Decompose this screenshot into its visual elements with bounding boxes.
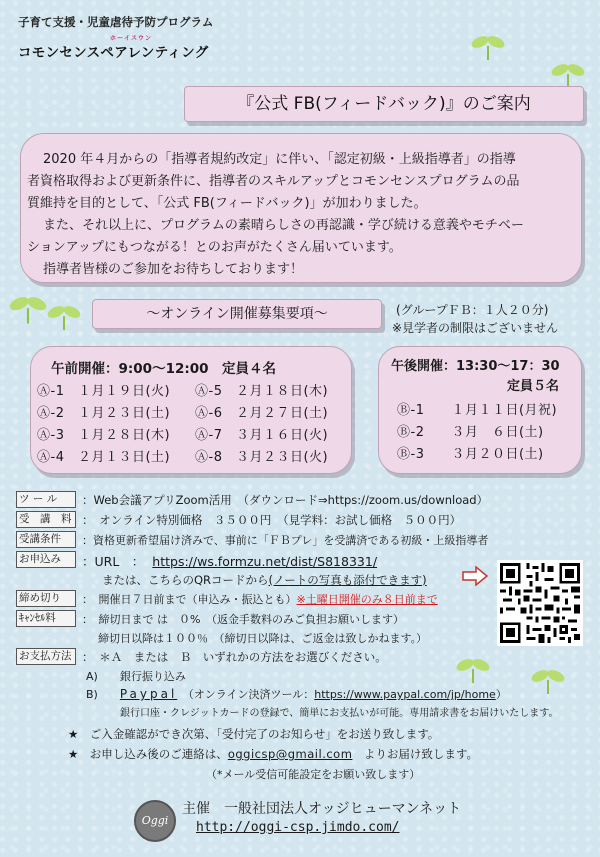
conditions-label: 受講条件: [16, 531, 76, 548]
intro-line: 質維持を目的として、「公式 FB(フィードバック)」が加わりました。: [27, 196, 427, 211]
online-title: ～オンライン開催募集要項～: [146, 306, 328, 322]
apply-label: お申込み: [16, 551, 76, 568]
header-ruby: ホーイスウン: [110, 35, 152, 42]
note-email-setting: （*メール受信可能設定をお願い致します）: [206, 768, 421, 781]
intro-line: 2020 年４月からの「指導者規約改定」に伴い、「認定初級・上級指導者」の指導: [43, 152, 516, 167]
cancel-line: ： 締切日まで は ０% （返金手数料のみご負担お願いします）: [82, 613, 404, 626]
page-title: 『公式 FB(フィードバック)』のご案内: [237, 94, 531, 114]
morning-heading: 午前開催：9:00～12:00 定員４名: [51, 361, 277, 377]
afternoon-session: Ⓑ-3 ３月２０日(土): [397, 447, 544, 462]
intro-line: また、それ以上に、プログラムの素晴らしさの再認識・学び続ける意義やモチベー: [43, 218, 524, 233]
intro-line: ションアップにもつながる！とのお声がたくさん届いています。: [27, 240, 402, 255]
conditions-text: ：資格更新希望届け済みで、事前に「ＦＢプレ」を受講済である初級・上級指導者: [82, 534, 489, 547]
deadline-note: ※土曜日開催のみ８日前まで: [296, 593, 438, 606]
morning-session: Ⓐ-2 １月２３日(土): [37, 406, 171, 421]
morning-session: Ⓐ-6 ２月２７日(土): [195, 406, 329, 421]
morning-schedule: [30, 346, 352, 474]
payment-option-b: B) Paypal （オンライン決済ツール：https://www.paypal.com/jp/home）: [86, 687, 507, 701]
footer-url-link[interactable]: http://oggi-csp.jimdo.com/: [196, 820, 400, 835]
payment-option-b-note: 銀行口座・クレジットカードの登録で、簡単にお支払いが可能。専用請求書をお届けいたします。: [120, 708, 559, 719]
footer-logo-text: Oggi: [141, 814, 169, 827]
observer-note: ※見学者の制限はございません: [392, 321, 559, 335]
afternoon-capacity: 定員５名: [507, 379, 560, 394]
intro-box: [20, 133, 582, 283]
fee-label: 受 講 料: [16, 511, 76, 528]
payment-option-a: A) 銀行振り込み: [86, 670, 186, 683]
zoom-download-link[interactable]: https://zoom.us/download: [327, 493, 477, 507]
apply-form-link[interactable]: https://ws.formzu.net/dist/S818331/: [152, 554, 378, 569]
footer-organizer: 主催 一般社団法人オッジヒューマンネット: [182, 801, 462, 817]
payment-label: お支払方法: [16, 648, 76, 665]
afternoon-session: Ⓑ-2 ３月 ６日(土): [397, 425, 544, 440]
sprout-icon: [470, 30, 506, 60]
morning-session: Ⓐ-3 １月２８日(木): [37, 428, 171, 443]
deadline-label: 締め切り: [16, 590, 76, 607]
afternoon-schedule: [378, 346, 582, 474]
fee-text: ： オンライン特別価格 ３５００円 （見学料：お試し価格 ５００円）: [82, 513, 462, 527]
online-title-box: [92, 299, 382, 329]
paypal-link[interactable]: https://www.paypal.com/jp/home: [314, 688, 496, 701]
apply-text: ：URL ： https://ws.formzu.net/dist/S818331/: [82, 554, 378, 569]
footer-logo: [134, 800, 176, 842]
qr-code[interactable]: [497, 560, 583, 646]
title-banner: [184, 86, 584, 122]
sprout-icon: [8, 290, 48, 324]
group-note: (グループＦＢ：１人２０分): [396, 303, 549, 317]
apply-qr-text: または、こちらのQRコードから(ノートの写真も添付できます): [102, 573, 427, 587]
sprout-icon: [455, 653, 491, 683]
morning-session: Ⓐ-8 ３月２３日(火): [195, 450, 329, 465]
intro-line: 者資格取得および更新条件に、指導者のスキルアップとコモンセンスプログラムの品: [27, 174, 520, 189]
note-contact: ★ お申し込み後のご連絡は、oggicsp@gmail.com よりお届け致します。: [68, 747, 479, 761]
tool-label: ツ ー ル: [16, 491, 76, 508]
afternoon-session: Ⓑ-1 １月１１日(月祝): [397, 403, 558, 418]
header: [18, 14, 278, 74]
contact-email-link[interactable]: oggicsp@gmail.com: [227, 747, 353, 761]
note-payment-confirm: ★ ご入金確認ができ次第、「受付完了のお知らせ」をお送り致します。: [68, 727, 440, 741]
morning-session: Ⓐ-1 １月１９日(火): [37, 384, 171, 399]
deadline-text: ： 開催日７日前まで（申込み・振込とも）※土曜日開催のみ８日前まで: [82, 593, 438, 606]
payment-text: ： ＊Ａ または Ｂ いずれかの方法をお選びください。: [82, 650, 387, 664]
afternoon-heading: 午後開催：13:30～17：30: [391, 359, 560, 374]
morning-session: Ⓐ-5 ２月１８日(木): [195, 384, 329, 399]
sprout-icon: [550, 58, 586, 88]
intro-line: 指導者皆様のご参加をお待ちしております！: [43, 262, 304, 277]
morning-session: Ⓐ-4 ２月１３日(土): [37, 450, 171, 465]
morning-session: Ⓐ-7 ３月１６日(火): [195, 428, 329, 443]
sprout-icon: [530, 664, 566, 694]
tool-text: ：Web会議アプリZoom活用 （ダウンロード⇒https://zoom.us/download）: [82, 493, 489, 507]
cancel-line: 締切日以降は１００％ （締切日以降は、ご返金は致しかねます。）: [98, 632, 428, 645]
header-subtitle: 子育て支援・児童虐待予防プログラム: [18, 15, 214, 29]
arrow-right-icon: [462, 566, 488, 586]
header-logo-text: コモンセンスペアレンティング: [18, 45, 209, 61]
sprout-icon: [46, 300, 82, 330]
cancel-label: ｷｬﾝｾﾙ料: [16, 610, 76, 627]
